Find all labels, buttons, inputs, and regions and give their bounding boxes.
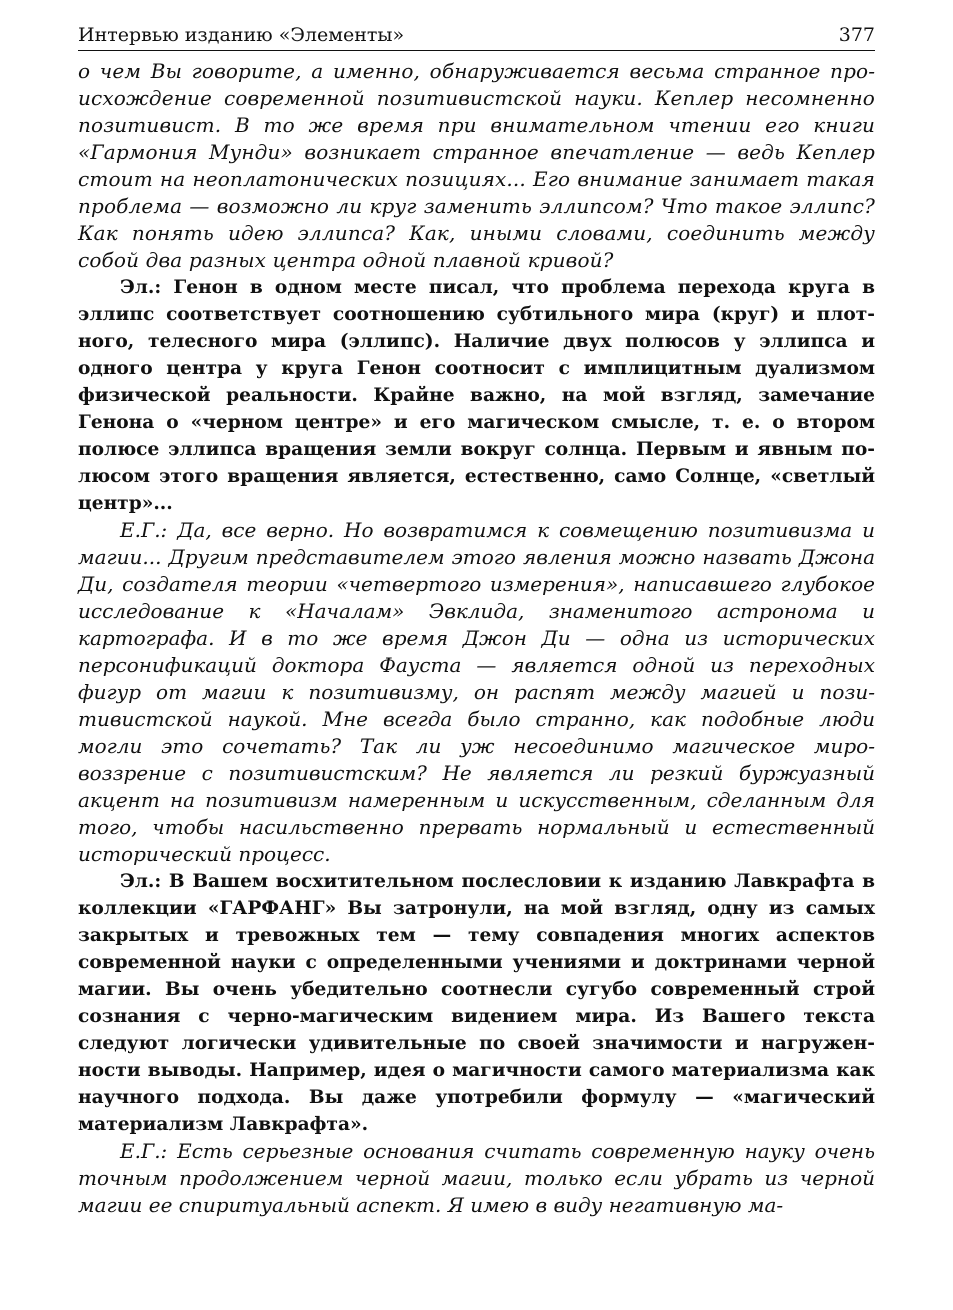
paragraph-interviewer-question: Эл.: В Вашем восхитительном послесловии к изданию Лавкрафта в коллекции «ГАРФАНГ» Вы затронули, на мой взгляд, одну из самых закрытых и тревожных тем — тему совпадения многих аспектов современной науки с определенными учениями и доктринами черной магии. Вы очень убедительно соотнесли сугубо современный строй сознания с черно-магическим видением мира. Из Вашего текста следуют логически удивительные по своей значимости и нагруженности выводы. Например, идея о магичности самого материализма как научного подхода. Вы даже употребили формулу — «магический материализм Лавкрафта». [78, 871, 875, 1135]
running-title: Интервью изданию «Элементы» [78, 24, 405, 46]
paragraph-interviewee-answer: Е.Г.: Да, все верно. Но возвратимся к совмещению позитивизма и магии... Другим представителем этого явления можно назвать Джона Ди, создателя теории «четвертого измерения», написавшего глубокое исследование к «Началам» Эвклида, знаменитого астронома и картографа. И в то же время Джон Ди — одна из исторических персонификаций доктора Фауста — является одной из переходных фигур от магии к позитивизму, он распят между магией и позитивистской наукой. Мне всегда было странно, как подобные люди могли это сочетать? Так ли уж несоединимо магическое мировоззрение с позитивистским? Не является ли резкий буржуазный акцент на позитивизм намеренным и искусственным, сделанным для того, чтобы насильственно прервать нормальный и естественный исторический процесс. [78, 518, 875, 866]
running-header [78, 22, 875, 51]
page-number: 377 [838, 24, 875, 46]
paragraph-interviewer-question: Эл.: Генон в одном месте писал, что проблема перехода круга в эллипс соответствует соотношению субтильного мира (круг) и плотного, телесного мира (эллипс). Наличие двух полюсов у эллипса и одного центра у круга Генон соотносит с имплицитным дуализмом физической реальности. Крайне важно, на мой взгляд, замечание Генона о «черном центре» и его магическом смысле, т. е. о втором полюсе эллипса вращения земли вокруг солнца. Первым и явным полюсом этого вращения является, естественно, само Солнце, «светлый центр»... [78, 277, 875, 514]
paragraph-interviewee-answer: Е.Г.: Есть серьезные основания считать современную науку очень точным продолжением черной магии, только если убрать из черной магии ее спиритуальный аспект. Я имею в виду негативную ма- [78, 1139, 875, 1217]
book-page [78, 22, 875, 1219]
body-text [78, 58, 875, 1219]
paragraph-interviewee-continued: о чем Вы говорите, а именно, обнаруживается весьма странное происхождение современной позитивистской науки. Кеплер несомненно позитивист. В то же время при внимательном чтении его книги «Гармония Мунди» возникает странное впечатление — ведь Кеплер стоит на неоплатонических позициях... Его внимание занимает такая проблема — возможно ли круг заменить эллипсом? Что такое эллипс? Как понять идею эллипса? Как, иными словами, соединить между собой два разных центра одной плавной кривой? [78, 59, 875, 272]
